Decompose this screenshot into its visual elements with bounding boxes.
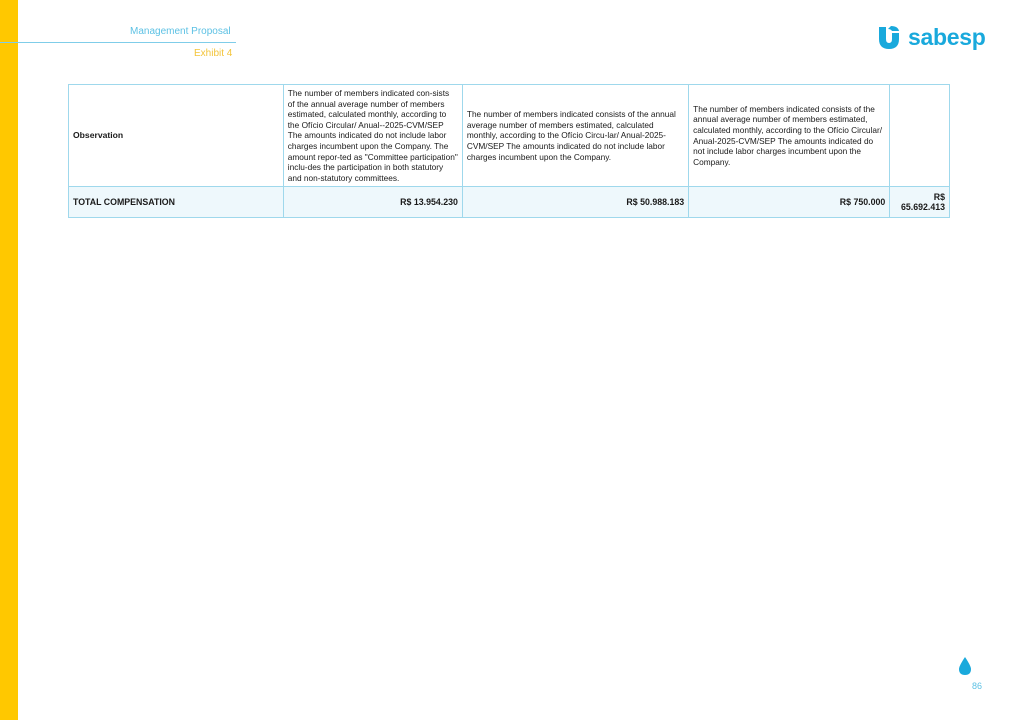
sabesp-logo <box>876 22 985 52</box>
sabesp-logo-icon <box>876 24 902 50</box>
table-row-total-compensation <box>69 187 950 218</box>
yellow-side-bar <box>0 0 18 720</box>
table-row-observation <box>69 85 950 187</box>
header-subtitle: Exhibit 4 <box>194 48 233 59</box>
water-drop-icon <box>958 656 972 676</box>
total-cell-1: R$ 13.954.230 <box>283 187 462 218</box>
header-title: Management Proposal <box>130 26 231 37</box>
total-cell-3: R$ 750.000 <box>689 187 890 218</box>
observation-cell-4 <box>890 85 950 187</box>
compensation-table <box>68 84 950 218</box>
observation-cell-3: The number of members indicated consists of the annual average number of members estimated, calculated monthly, according to the Ofício Circular/ Anual-2025-CVM/SEP The amounts indicated do not include labor charges incumbent upon the Company. <box>689 85 890 187</box>
header-divider <box>0 42 236 43</box>
observation-cell-1: The number of members indicated con-sists of the annual average number of members estimated, calculated monthly, according to the Ofício Circular/ Anual--2025-CVM/SEP The amounts indicated do not include labor charges incumbent upon the Company. The amount repor-ted as "Committee participation" inclu-des the participation in both statutory and non-statutory committees. <box>283 85 462 187</box>
total-cell-4: R$ 65.692.413 <box>890 187 950 218</box>
page-number: 86 <box>972 681 983 691</box>
row-label-observation: Observation <box>69 85 284 187</box>
observation-cell-2: The number of members indicated consists of the annual average number of members estimated, calculated monthly, according to the Ofício Circu-lar/ Anual-2025-CVM/SEP The amounts indicated do not include labor charges incumbent upon the Company. <box>462 85 688 187</box>
row-label-total-compensation: TOTAL COMPENSATION <box>69 187 284 218</box>
sabesp-logo-text: sabesp <box>908 23 986 50</box>
total-cell-2: R$ 50.988.183 <box>462 187 688 218</box>
